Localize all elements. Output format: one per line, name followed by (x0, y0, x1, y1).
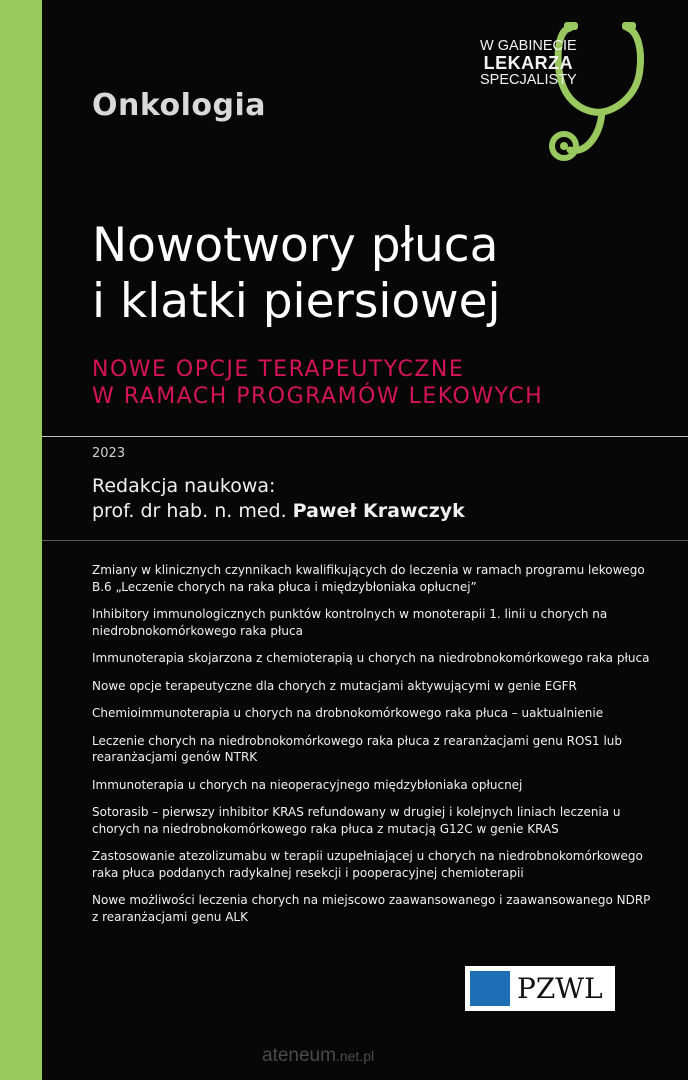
book-title (92, 218, 501, 330)
publisher-logo (465, 966, 615, 1011)
contents-item: Zastosowanie atezolizumabu w terapii uzupełniającej u chorych na niedrobnokomórkowego raka płuca poddanych radykalnej resekcji i pooperacyjnej chemioterapii (92, 849, 643, 880)
contents-item: Inhibitory immunologicznych punktów kontrolnych w monoterapii 1. linii u chorych na niedrobnokomórkowego raka płuca (92, 607, 608, 638)
category-label: Onkologia (92, 88, 267, 123)
watermark-main: ateneum (262, 1045, 336, 1066)
divider-top (42, 436, 688, 437)
site-watermark (262, 1045, 374, 1067)
green-side-stripe (0, 0, 42, 1080)
book-subtitle (92, 356, 543, 410)
editor-prefix: prof. dr hab. n. med. (92, 500, 287, 522)
contents-item: Immunoterapia u chorych na nieoperacyjnego międzybłoniaka opłucnej (92, 777, 523, 792)
subtitle-line-1: NOWE OPCJE TERAPEUTYCZNE (92, 357, 465, 382)
divider-contents (42, 540, 688, 541)
editors-label: Redakcja naukowa: (92, 475, 276, 497)
contents-item: Zmiany w klinicznych czynnikach kwalifikujących do leczenia w ramach programu lekowego B.6 „Leczenie chorych na raka płuca i międzybłoniaka opłucnej” (92, 563, 645, 594)
title-line-1: Nowotwory płuca (92, 218, 499, 273)
editor-line (92, 499, 465, 524)
contents-item: Nowe opcje terapeutyczne dla chorych z mutacjami aktywującymi w genie EGFR (92, 678, 577, 693)
publication-year: 2023 (92, 446, 126, 461)
contents-item: Immunoterapia skojarzona z chemioterapią u chorych na niedrobnokomórkowego raka płuca (92, 651, 650, 665)
editor-name: Paweł Krawczyk (292, 500, 465, 522)
subtitle-line-2: W RAMACH PROGRAMÓW LEKOWYCH (92, 384, 544, 409)
series-line-1: W GABINECIE (480, 38, 577, 54)
contents-item: Sotorasib – pierwszy inhibitor KRAS refundowany w drugiej i kolejnych liniach leczenia u chorych na niedrobnokomórkowego raka płuca z mutacją G12C w genie KRAS (92, 805, 621, 836)
contents-item: Chemioimmunoterapia u chorych na drobnokomórkowego raka płuca – uaktualnienie (92, 706, 604, 720)
contents-item: Nowe możliwości leczenia chorych na miejscowo zaawansowanego i zaawansowanego NDRP z rearanżacjami genu ALK (92, 893, 651, 924)
editors-block (92, 474, 465, 524)
series-line-3: SPECJALISTY (480, 72, 577, 88)
watermark-suffix: .net.pl (335, 1048, 375, 1064)
contents-item: Leczenie chorych na niedrobnokomórkowego raka płuca z rearanżacjami genu ROS1 lub rearanżacjami genów NTRK (92, 733, 623, 764)
contents-list (92, 562, 652, 936)
series-label (480, 38, 577, 89)
title-line-2: i klatki piersiowej (92, 274, 501, 329)
series-line-2: LEKARZA (483, 53, 574, 73)
pzwl-logo-icon (470, 971, 510, 1006)
publisher-name: PZWL (517, 972, 603, 1005)
